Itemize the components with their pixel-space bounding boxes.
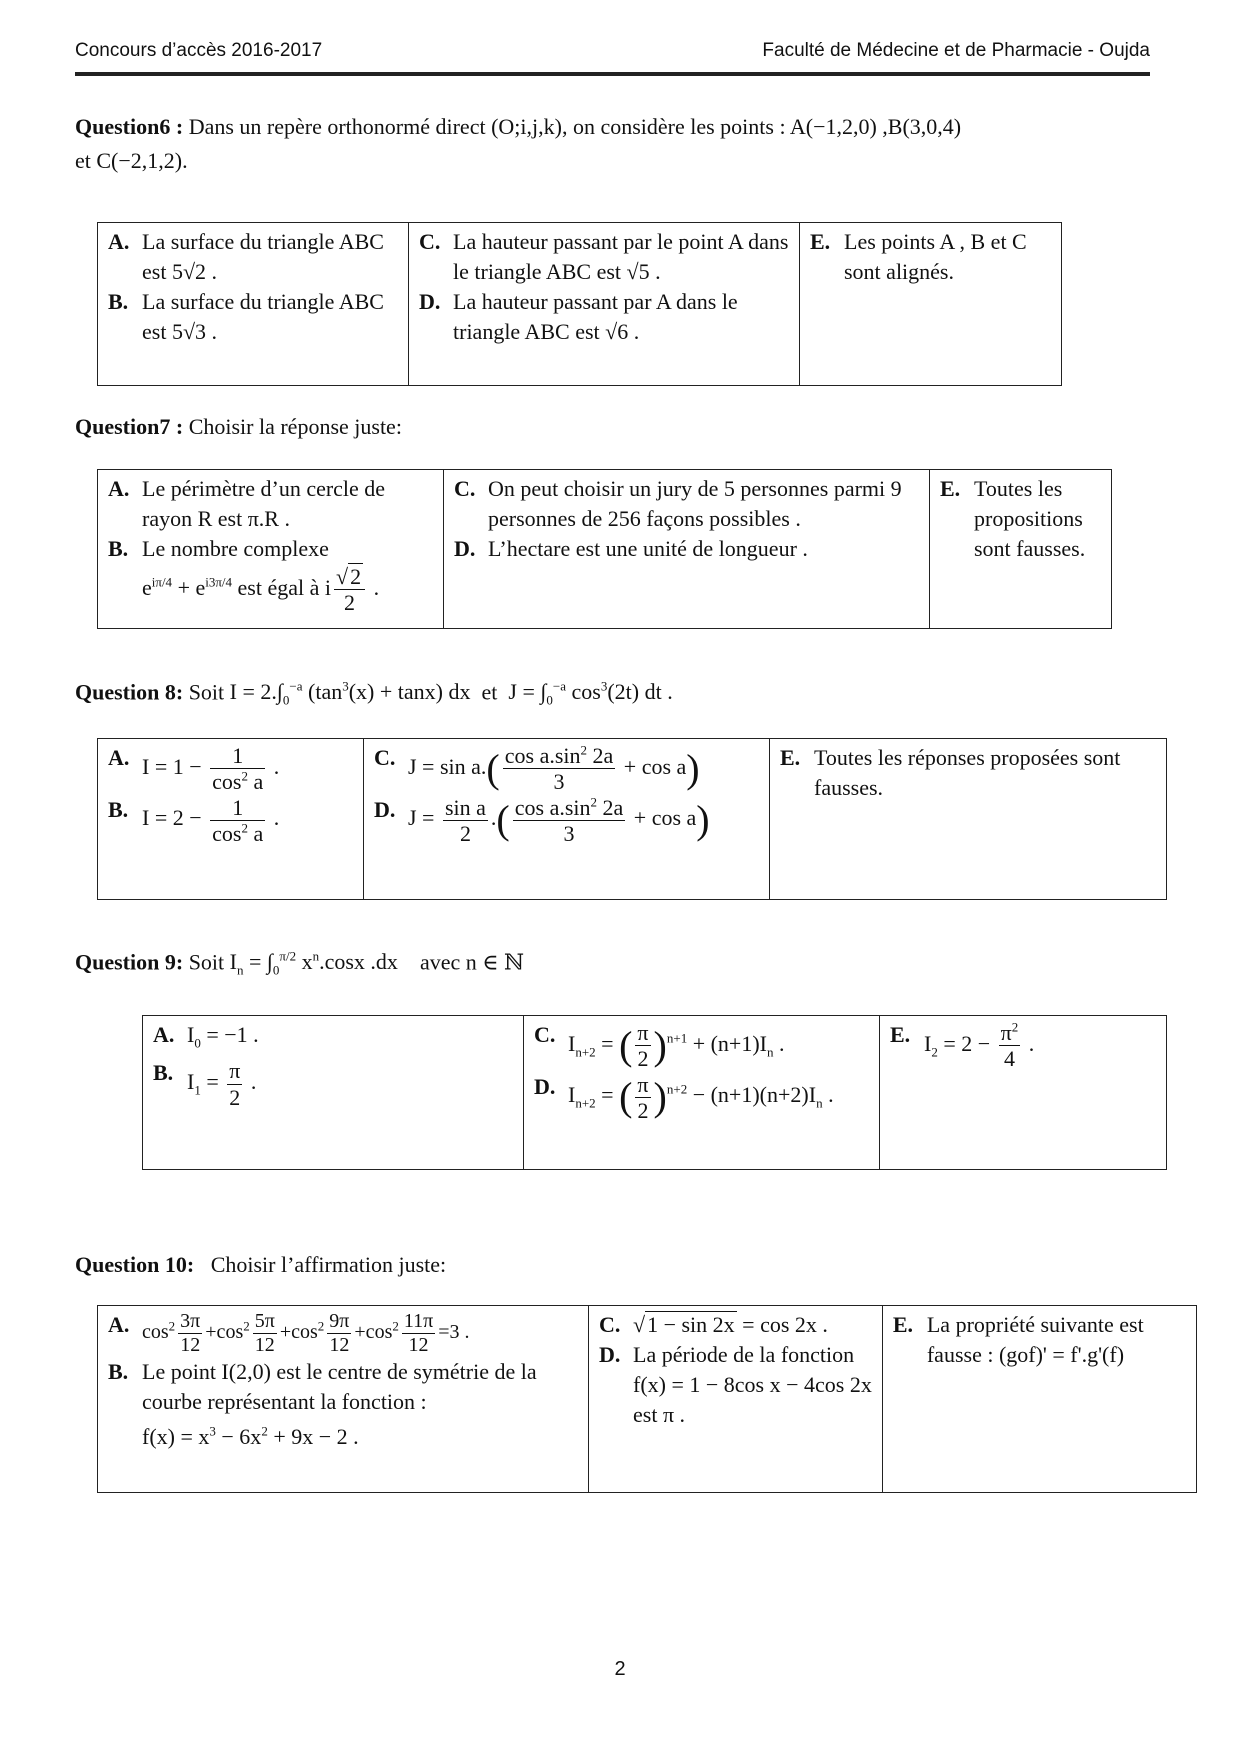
q9-cell-ab [143,1016,524,1170]
page-number: 2 [614,1658,626,1680]
q10-cell-e [882,1306,1196,1493]
question-6-statement [75,110,961,178]
question-9-label: Question 9: [75,949,184,975]
header-rule [75,72,1150,76]
q8-option-d[interactable]: D. J = $\frac{\text{sin a}}{2}$ .( $\frac{\cos a.\sin^2 2a}{3}$ + cos a) [374,794,710,846]
question-9-statement: Question 9: Soit $I_n = \int_0^{\pi/2}$ $x^n.\cos x$ .dx avec n ∈ ℕ [75,949,525,978]
q10-option-b[interactable]: B. Le point I(2,0) est le centre de symétrie de la courbe représentant la fonction : $f(x) = x^3 - 6x^2 + 9x - 2$ . [108,1359,537,1450]
q10-option-d[interactable]: D. La période de la fonction f(x) = 1 − 8cos x − 4cos 2x est π . [599,1342,872,1427]
question-10-text: Choisir l’affirmation juste: [210,1252,447,1277]
q8-cell-cd [364,739,770,900]
q9-option-a[interactable]: A. $I_0 = -1$ . [153,1022,259,1051]
q6-option-b[interactable]: B. La surface du triangle ABC est 5√3 . [108,289,384,344]
q10-cell-ab [98,1306,589,1493]
q6-cell-ab [98,223,409,386]
q10-option-a[interactable]: A. $\cos^2$ $\frac{3\pi}{12}$ $+\cos^2$ $\frac{5\pi}{12}$ $+\cos^2$ $\frac{9\pi}{12}$ $+\cos^2$ $\frac{11\pi}{12}$ =3 . [108,1310,470,1356]
q8-cell-ab [98,739,364,900]
question-6-label: Question6 : [75,114,184,139]
q8-option-c[interactable]: C. J = sin a.( $\frac{\cos a.\sin^2 2a}{3}$ + cos a) [374,742,700,795]
q6-cell-e [800,223,1062,386]
q7-option-c[interactable]: C. On peut choisir un jury de 5 personnes parmi 9 personnes de 256 façons possibles . [454,476,902,531]
question-6-text: Dans un repère orthonormé direct (O;i,j,k), on considère les points : A(−1,2,0) ,B(3,0,4) [188,114,962,139]
q8-integral-j: $J = \int_0^{-a}$ $\cos^3(2t)$ dt . [508,679,673,708]
q10-cell-cd [589,1306,883,1493]
q7-option-b[interactable]: B. Le nombre complexe $e^{i\pi/4} + e^{i3\pi/4}$ est égal à i $\frac{√2}{2}$ . [108,536,380,616]
question-8-statement: Question 8: Soit $I = 2.\int_0^{-a}$ $(\tan^3(x) + \tan x)$ dx et $J = \int_0^{-a}$ $\cos^3(2t)$ dt . [75,679,673,708]
question-10-options [97,1305,1197,1493]
question-10-statement [75,1248,446,1282]
q7-cell-cd [444,470,930,629]
q7-option-a[interactable]: A. Le périmètre d’un cercle de rayon R est π.R . [108,476,386,531]
header-exam-title: Concours d’accès 2016-2017 [75,40,323,61]
q9-option-b[interactable]: B. $I_1$ = $\frac{\pi}{2}$ . [153,1058,257,1110]
q8-option-e[interactable]: E. Toutes les réponses proposées sont fausses. [780,745,1121,800]
q6-cell-cd [409,223,800,386]
question-7-text: Choisir la réponse juste: [188,414,402,439]
q9-cell-e [880,1016,1167,1170]
question-6-options [97,222,1062,386]
question-7-statement [75,410,402,444]
q6-option-e[interactable]: E. Les points A , B et C sont alignés. [810,229,1027,284]
q8-option-b[interactable]: B. I = 2 − $\frac{1}{\cos^2 a}$ . [108,794,280,846]
question-9-options [142,1015,1167,1170]
q6-option-a[interactable]: A. La surface du triangle ABC est 5√2 . [108,229,384,284]
q7-cell-e [930,470,1112,629]
q9-option-e[interactable]: E. $I_2 = 2$ − $\frac{\pi^2}{4}$ . [890,1019,1035,1072]
q7-cell-ab [98,470,444,629]
q7-option-d[interactable]: D. L’hectare est une unité de longueur . [454,536,808,561]
q8-option-a[interactable]: A. I = 1 − $\frac{1}{\cos^2 a}$ . [108,743,280,795]
q6-option-c[interactable]: C. La hauteur passant par le point A dans le triangle ABC est √5 . [419,229,789,284]
q7-option-b-formula: $e^{i\pi/4} + e^{i3\pi/4}$ [142,574,233,600]
question-7-label: Question7 : [75,414,184,439]
page-header [75,40,1150,74]
q8-cell-e [770,739,1167,900]
question-8-options [97,738,1167,900]
question-7-options [97,469,1112,629]
question-6-text-2: et C(−2,1,2). [75,148,188,173]
q9-option-d[interactable]: D. $I_{n+2}$ = ( $\frac{\pi}{2}$ )$^{n+2} - (n+1)(n+2)I_n$ . [534,1071,834,1123]
q6-option-d[interactable]: D. La hauteur passant par A dans le triangle ABC est √6 . [419,289,738,344]
q10-option-c[interactable]: C. √1 − sin 2x = cos 2x . [599,1312,828,1337]
header-faculty: Faculté de Médecine et de Pharmacie - Oujda [762,40,1150,61]
q9-integral: $I_n = \int_0^{\pi/2}$ $x^n.\cos x$ .dx [229,949,398,978]
q9-cell-cd [524,1016,880,1170]
q7-option-e[interactable]: E. Toutes les propositions sont fausses. [940,476,1086,561]
q8-integral-i: $I = 2.\int_0^{-a}$ $(\tan^3(x) + \tan x)$ dx [229,679,471,708]
q9-option-c[interactable]: C. $I_{n+2}$ = ( $\frac{\pi}{2}$ )$^{n+1} + (n+1)I_n$ . [534,1020,785,1072]
q10-option-e[interactable]: E. La propriété suivante est fausse : (gof)' = f'.g'(f) [892,1312,1144,1367]
question-10-label: Question 10: [75,1252,195,1277]
question-8-label: Question 8: [75,679,184,705]
